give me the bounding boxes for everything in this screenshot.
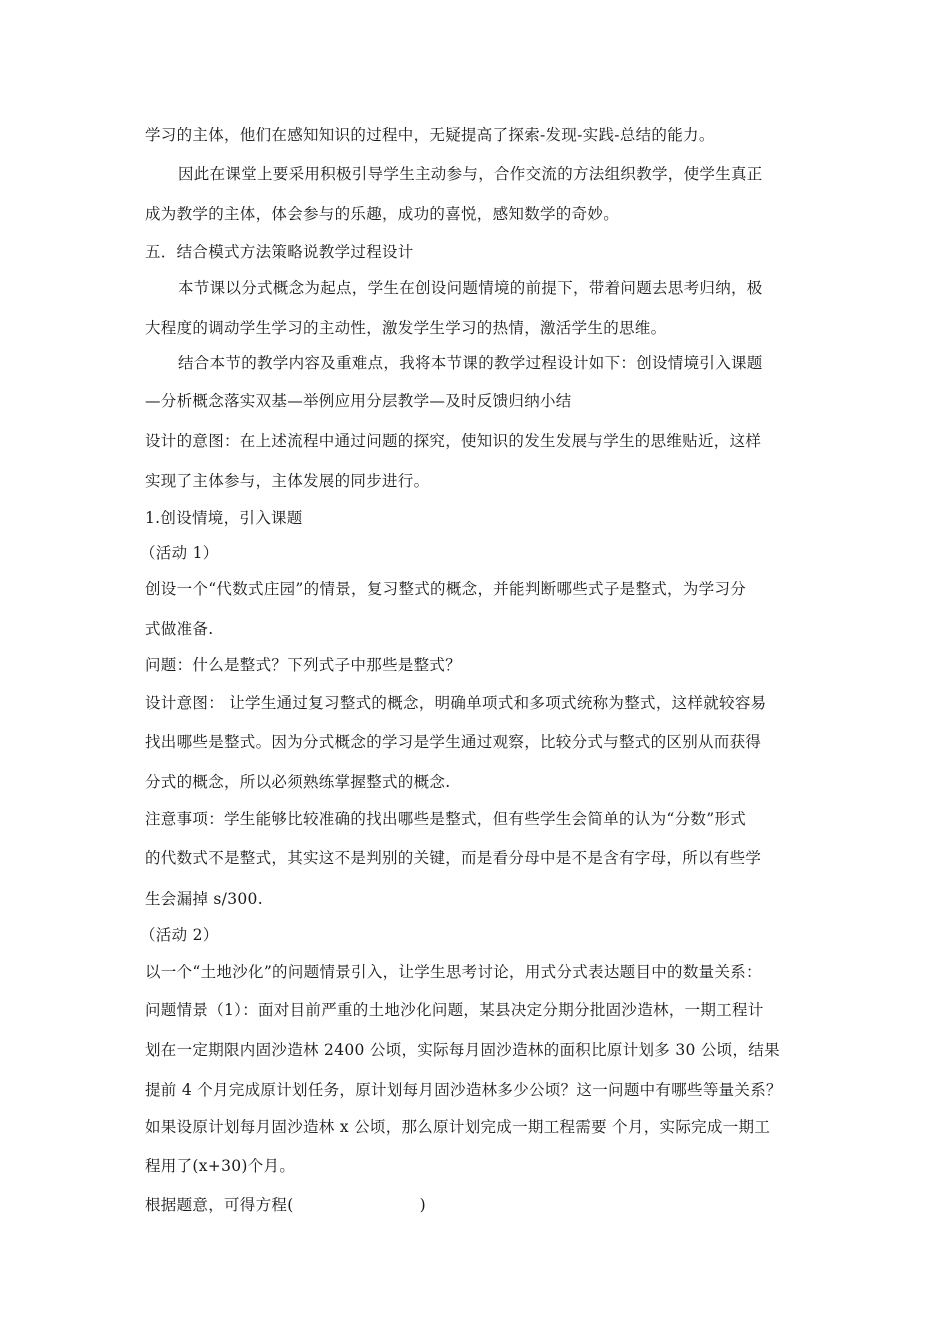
text-line: 因此在课堂上要采用积极引导学生主动参与，合作交流的方法组织教学，使学生真正: [178, 165, 763, 183]
text-line: 划在一定期限内固沙造林 2400 公顷，实际每月固沙造林的面积比原计划多 30 公顷，结果: [145, 1041, 780, 1059]
equation-prefix: 根据题意，可得方程(: [145, 1196, 294, 1214]
subsection-heading: 1.创设情境，引入课题: [145, 509, 303, 527]
text-line: 设计的意图：在上述流程中通过问题的探究，使知识的发生发展与学生的思维贴近，这样: [145, 432, 762, 450]
text-line: 成为教学的主体，体会参与的乐趣，成功的喜悦，感知数学的奇妙。: [145, 205, 620, 223]
text-line: 问题情景（1）：面对目前严重的土地沙化问题，某县决定分期分批固沙造林，一期工程计: [145, 1001, 764, 1019]
text-line: 注意事项：学生能够比较准确的找出哪些是整式，但有些学生会简单的认为“分数”形式: [145, 810, 747, 828]
equation-line: [145, 1195, 426, 1215]
section-heading: 五．结合模式方法策略说教学过程设计: [145, 243, 414, 261]
text-line: 以一个“土地沙化”的问题情景引入，让学生思考讨论，用式分式表达题目中的数量关系：: [145, 963, 762, 981]
text-line: 的代数式不是整式，其实这不是判别的关键，而是看分母中是不是含有字母，所以有些学: [145, 849, 762, 867]
text-line: 分式的概念，所以必须熟练掌握整式的概念.: [145, 773, 451, 791]
text-line: 本节课以分式概念为起点，学生在创设问题情境的前提下，带着问题去思考归纳，极: [178, 279, 763, 297]
text-line: 式做准备.: [145, 620, 214, 638]
equation-suffix: ): [419, 1196, 426, 1214]
text-line: 学习的主体，他们在感知知识的过程中，无疑提高了探索-发现-实践-总结的能力。: [145, 126, 715, 144]
text-line: 如果设原计划每月固沙造林 x 公顷，那么原计划完成一期工程需要 个月，实际完成一期工: [145, 1118, 771, 1136]
text-line: 生会漏掉 s/300.: [145, 890, 263, 908]
text-line: 程用了(x+30)个月。: [145, 1157, 296, 1175]
text-line: 提前 4 个月完成原计划任务，原计划每月固沙造林多少公顷？这一问题中有哪些等量关系？: [145, 1081, 782, 1099]
text-line: 大程度的调动学生学习的主动性，激发学生学习的热情，激活学生的思维。: [145, 319, 667, 337]
text-line: 创设一个“代数式庄园”的情景，复习整式的概念，并能判断哪些式子是整式，为学习分: [145, 580, 747, 598]
activity-label: （活动 1）: [140, 544, 219, 562]
text-line: 结合本节的教学内容及重难点，我将本节课的教学过程设计如下：创设情境引入课题: [178, 354, 763, 372]
text-line: 实现了主体参与，主体发展的同步进行。: [145, 472, 430, 490]
activity-label: （活动 2）: [140, 926, 219, 944]
text-line: —分析概念落实双基—举例应用分层教学—及时反馈归纳小结: [145, 392, 572, 410]
text-line: 问题：什么是整式？下列式子中那些是整式？: [145, 656, 462, 674]
text-line: 找出哪些是整式。因为分式概念的学习是学生通过观察，比较分式与整式的区别从而获得: [145, 733, 762, 751]
text-line: 设计意图： 让学生通过复习整式的概念，明确单项式和多项式统称为整式，这样就较容易: [145, 694, 767, 712]
